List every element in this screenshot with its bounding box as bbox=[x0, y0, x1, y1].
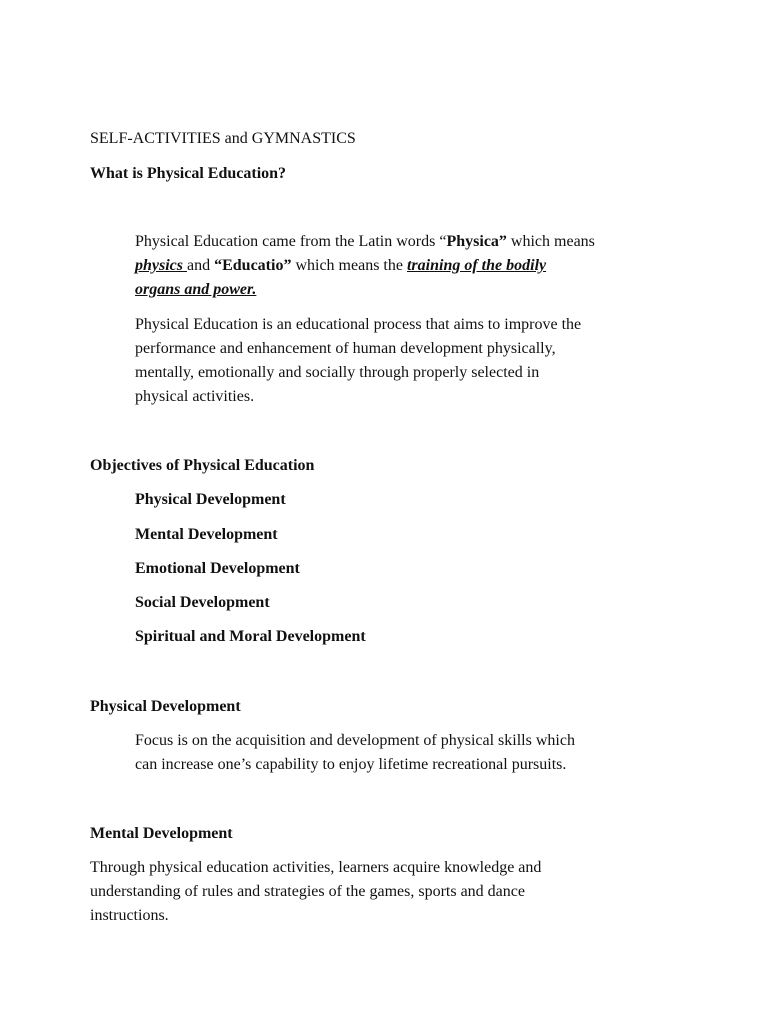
bullet-icon bbox=[114, 523, 124, 547]
mental-development-line: Through physical education activities, learners acquire knowledge and bbox=[90, 859, 542, 876]
objective-label: Physical Development bbox=[135, 491, 286, 508]
process-line: physical activities. bbox=[135, 388, 255, 405]
objective-item bbox=[114, 523, 674, 547]
heading-what-is-pe: What is Physical Education? bbox=[90, 165, 287, 182]
mental-development-heading: Mental Development bbox=[90, 825, 233, 842]
definition-line-1: Physical Education came from the Latin words “Physica” which means bbox=[135, 233, 595, 250]
process-line: Physical Education is an educational process that aims to improve the bbox=[135, 316, 582, 333]
mental-development-line: instructions. bbox=[90, 907, 169, 924]
bullet-icon bbox=[114, 313, 124, 337]
document-title: SELF-ACTIVITIES and GYMNASTICS bbox=[90, 130, 356, 147]
physical-development-bullet bbox=[114, 729, 674, 777]
bullet-icon bbox=[114, 591, 124, 615]
physical-development-heading: Physical Development bbox=[90, 698, 241, 715]
definition-text bbox=[135, 230, 675, 302]
process-bullet bbox=[114, 313, 674, 409]
process-line: mentally, emotionally and socially through properly selected in bbox=[135, 364, 540, 381]
definition-line-2: physics and “Educatio” which means the training of the bodily bbox=[135, 257, 547, 274]
definition-line-3: organs and power. bbox=[135, 281, 257, 298]
objective-item bbox=[114, 591, 674, 615]
bullet-icon bbox=[114, 625, 124, 649]
objective-item bbox=[114, 625, 674, 649]
objective-label: Spiritual and Moral Development bbox=[135, 628, 366, 645]
physical-development-text bbox=[135, 729, 675, 777]
objective-label: Mental Development bbox=[135, 526, 278, 543]
process-line: performance and enhancement of human development physically, bbox=[135, 340, 556, 357]
process-text bbox=[135, 313, 675, 409]
objective-label: Emotional Development bbox=[135, 560, 300, 577]
objective-item bbox=[114, 557, 674, 581]
definition-bullet bbox=[114, 230, 674, 302]
objective-label: Social Development bbox=[135, 594, 270, 611]
bullet-icon bbox=[114, 488, 124, 512]
mental-development-line: understanding of rules and strategies of the games, sports and dance bbox=[90, 883, 525, 900]
bullet-icon bbox=[114, 557, 124, 581]
physical-development-line: can increase one’s capability to enjoy lifetime recreational pursuits. bbox=[135, 756, 567, 773]
bullet-icon bbox=[114, 729, 124, 753]
bullet-icon bbox=[114, 230, 124, 254]
objective-item bbox=[114, 488, 674, 512]
objectives-heading: Objectives of Physical Education bbox=[90, 457, 315, 474]
physical-development-line: Focus is on the acquisition and development of physical skills which bbox=[135, 732, 575, 749]
